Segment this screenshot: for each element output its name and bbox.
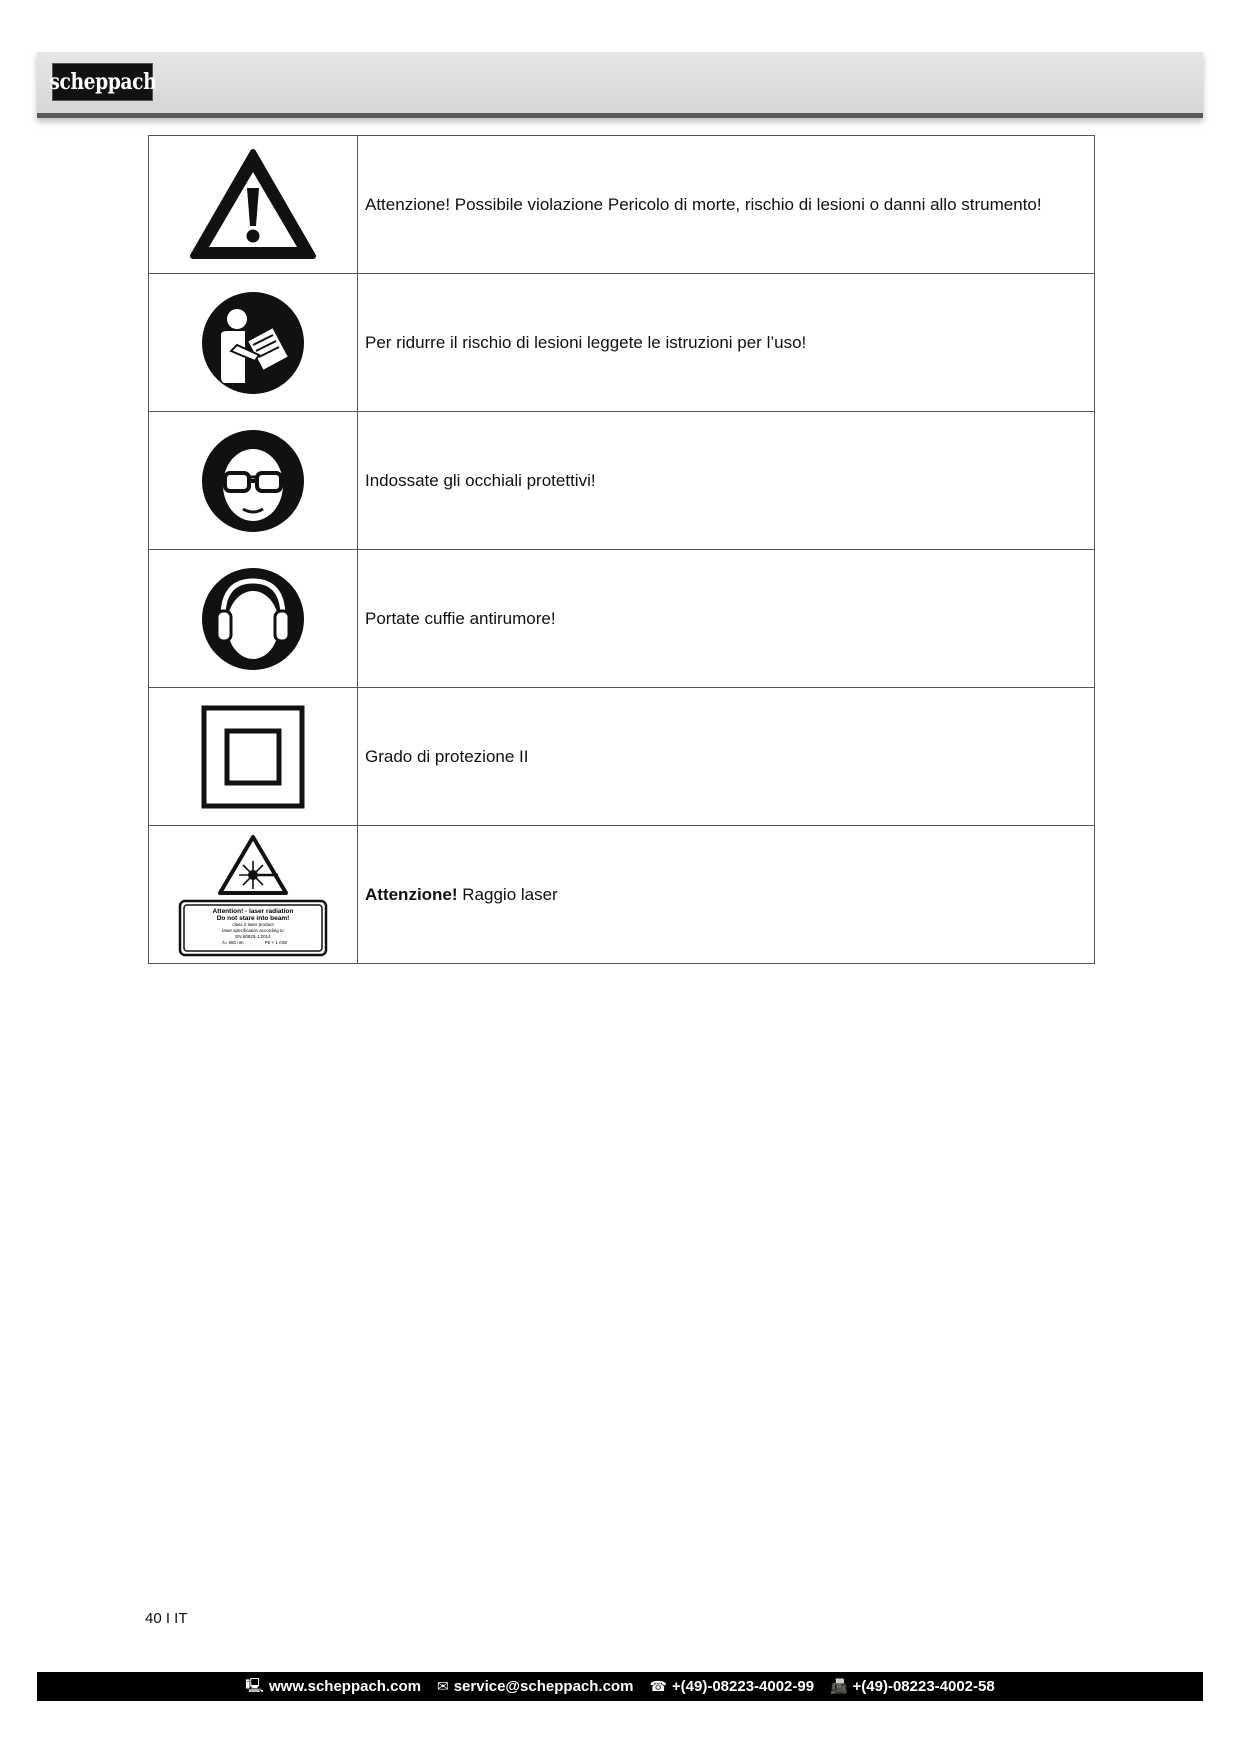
laser-label-line7: P0 < 1 mW (264, 939, 288, 945)
warning-triangle-icon (188, 148, 318, 262)
laser-label-line2: Do not stare into beam! (216, 914, 290, 922)
footer-website: www.scheppach.com (268, 1678, 421, 1695)
footer-phone: +(49)-08223-4002-99 (671, 1678, 815, 1695)
icon-cell (149, 412, 358, 550)
computer-icon: 🖳 (245, 1676, 264, 1693)
laser-label-line1: Attention! - laser radiation (212, 907, 294, 915)
icon-cell (149, 826, 358, 964)
symbol-description: Portate cuffie antirumore! (358, 550, 1095, 688)
laser-label-line3: class 2 laser product (232, 921, 274, 927)
symbol-description: Grado di protezione II (358, 688, 1095, 826)
read-manual-icon (201, 291, 305, 395)
footer-website-item[interactable] (245, 1675, 421, 1699)
ear-protection-icon (201, 567, 305, 671)
safety-goggles-icon (201, 429, 305, 533)
laser-warning-icon (178, 833, 328, 957)
table-row (149, 274, 1095, 412)
table-row (149, 550, 1095, 688)
scheppach-logo (49, 63, 156, 101)
icon-cell (149, 550, 358, 688)
laser-label-line5: EN 60825-1:2014 (235, 933, 271, 939)
symbol-description: Indossate gli occhiali protettivi! (358, 412, 1095, 550)
footer-email: service@scheppach.com (453, 1678, 634, 1695)
table-row (149, 412, 1095, 550)
footer-fax: +(49)-08223-4002-58 (852, 1678, 995, 1695)
footer-phone-item (649, 1678, 814, 1695)
symbol-description: Per ridurre il rischio di lesioni leggete le istruzioni per l’uso! (358, 274, 1095, 412)
icon-cell (149, 136, 358, 274)
icon-cell (149, 274, 358, 412)
laser-text: Raggio laser (457, 884, 558, 904)
laser-label-line6: λ= 650 nm (222, 939, 244, 945)
page-number: 40 I IT (145, 1610, 188, 1627)
table-row (149, 136, 1095, 274)
safety-symbols-table (148, 135, 1095, 964)
protection-class-ii-icon (201, 705, 305, 809)
footer-email-item[interactable] (437, 1678, 633, 1695)
table-row (149, 688, 1095, 826)
fax-icon: 📠 (830, 1678, 848, 1694)
header-bar (37, 52, 1203, 118)
symbol-description: Attenzione! Possibile violazione Pericolo di morte, rischio di lesioni o danni allo strumento! (358, 136, 1095, 274)
logo-text: scheppach (49, 69, 156, 95)
laser-attention-bold: Attenzione! (365, 884, 458, 904)
footer-fax-item (830, 1678, 995, 1695)
symbol-description (358, 826, 1095, 964)
table-row (149, 826, 1095, 964)
laser-label-line4: laser specification according to (222, 927, 284, 933)
envelope-icon: ✉ (436, 1678, 449, 1694)
phone-icon: ☎ (649, 1678, 667, 1694)
footer-bar (37, 1672, 1203, 1701)
icon-cell (149, 688, 358, 826)
